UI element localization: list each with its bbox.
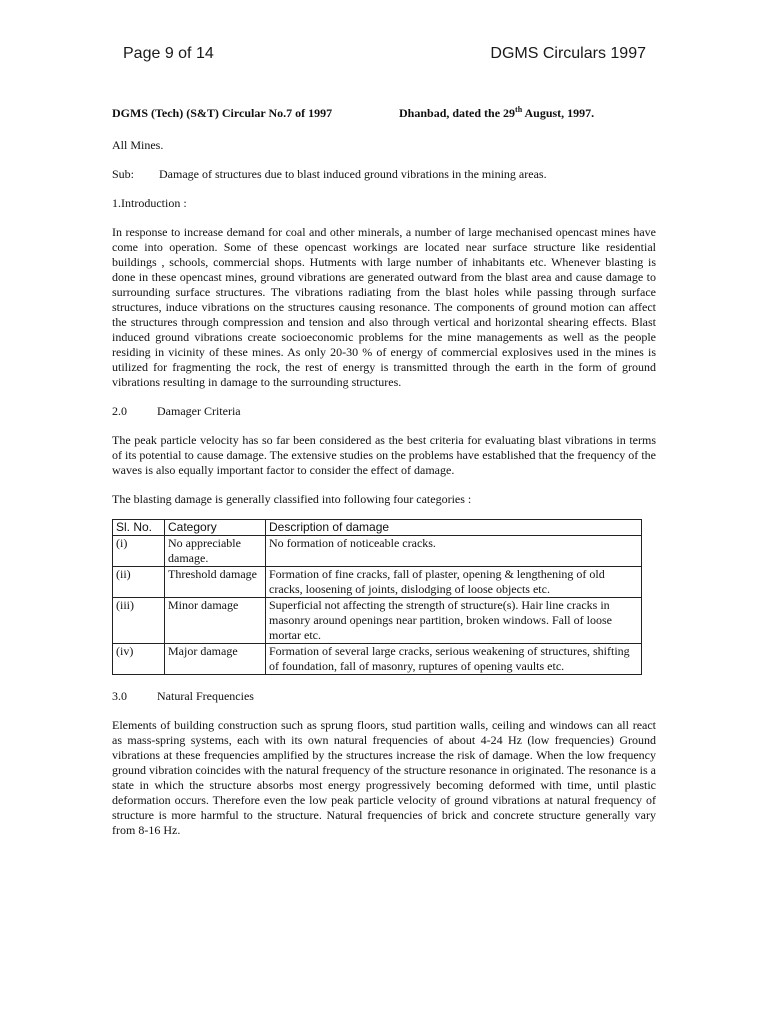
section-1-body: In response to increase demand for coal and other minerals, a number of large mechanised opencast mines have come into operation. Some of these opencast workings are located near surface structure like residential buildings , schools, commercial shops. Hutments with large number of inhabitants etc. Whenever blasting is done in these opencast mines, ground vibrations are generated outward from the blast area and cause damage to surrounding surface structures. The vibrations radiating from the blast holes while passing through surface structures, induce vibrations on the structures causing resonance. The components of ground motion can affect the structures through compression and tension and also through vertical and horizontal shearing effects. Blast induced ground vibrations create socioeconomic problems for the mine managements as well as the people residing in vicinity of these mines. As only 20-30 % of energy of commercial explosives used in the mines is utilized for fragmenting the rock, the rest of energy is transmitted through the earth in the form of ground vibrations resulting in damage to the surrounding structures. <box>112 225 656 389</box>
document-title: DGMS Circulars 1997 <box>490 45 646 62</box>
table-cell: No appreciable damage. <box>165 536 266 567</box>
table-cell: (i) <box>113 536 165 567</box>
circular-number: DGMS (Tech) (S&T) Circular No.7 of 1997 <box>112 106 333 120</box>
section-3-title: Natural Frequencies <box>157 689 254 703</box>
section-3-number: 3.0 <box>112 689 127 703</box>
table-cell: Minor damage <box>165 598 266 644</box>
table-cell: Formation of fine cracks, fall of plaster, opening & lengthening of old cracks, loosening of joints, dislodging of loose objects etc. <box>266 567 642 598</box>
table-cell: Threshold damage <box>165 567 266 598</box>
section-2-intro: The blasting damage is generally classified into following four categories : <box>112 492 472 506</box>
table-cell: (ii) <box>113 567 165 598</box>
table-cell: (iii) <box>113 598 165 644</box>
document-body <box>112 106 656 838</box>
section-1-title: 1.Introduction : <box>112 196 187 210</box>
section-2-title: Damager Criteria <box>157 404 241 418</box>
section-2-number: 2.0 <box>112 404 127 418</box>
table-cell: Formation of several large cracks, serious weakening of structures, shifting of foundation, fall of masonry, ruptures of opening vaults etc. <box>266 644 642 675</box>
circular-date: Dhanbad, dated the 29th August, 1997. <box>399 105 595 120</box>
table-header: Description of damage <box>266 520 642 536</box>
page-number: Page 9 of 14 <box>123 45 214 62</box>
section-2-heading <box>112 404 656 419</box>
subject-label: Sub: <box>112 167 135 181</box>
circular-line <box>112 106 656 121</box>
subject-line <box>112 167 656 182</box>
table-header: Category <box>165 520 266 536</box>
damage-table <box>112 519 642 675</box>
table-row <box>113 567 642 598</box>
table-header-row <box>113 520 642 536</box>
table-header: Sl. No. <box>113 520 165 536</box>
addressee: All Mines. <box>112 138 164 152</box>
table-cell: No formation of noticeable cracks. <box>266 536 642 567</box>
subject-text: Damage of structures due to blast induced ground vibrations in the mining areas. <box>159 167 547 181</box>
table-row <box>113 644 642 675</box>
section-3-heading <box>112 689 656 704</box>
table-row <box>113 598 642 644</box>
table-cell: Superficial not affecting the strength of structure(s). Hair line cracks in masonry around openings near partition, broken windows. Fall of loose mortar etc. <box>266 598 642 644</box>
table-cell: Major damage <box>165 644 266 675</box>
table-row <box>113 536 642 567</box>
section-3-body: Elements of building construction such as sprung floors, stud partition walls, ceiling and windows can all react as mass-spring systems, each with its own natural frequencies of about 4-24 Hz (low frequencies) Ground vibrations at these frequencies amplified by the structures increase the risk of damage. When the low frequency ground vibration coincides with the natural frequency of the structure resonance in originated. The resonance is a state in which the structure absorbs most energy progressively becoming deformed with time, until plastic deformation occurs. Therefore even the low peak particle velocity of ground vibrations at natural frequency of structure is more harmful to the structure. Natural frequencies of brick and concrete structure generally vary from 8-16 Hz. <box>112 718 656 837</box>
table-cell: (iv) <box>113 644 165 675</box>
section-2-body: The peak particle velocity has so far been considered as the best criteria for evaluating blast vibrations in terms of its potential to cause damage. The extensive studies on the problems have established that the frequency of the waves is also equally important factor to consider the effect of damage. <box>112 433 656 477</box>
